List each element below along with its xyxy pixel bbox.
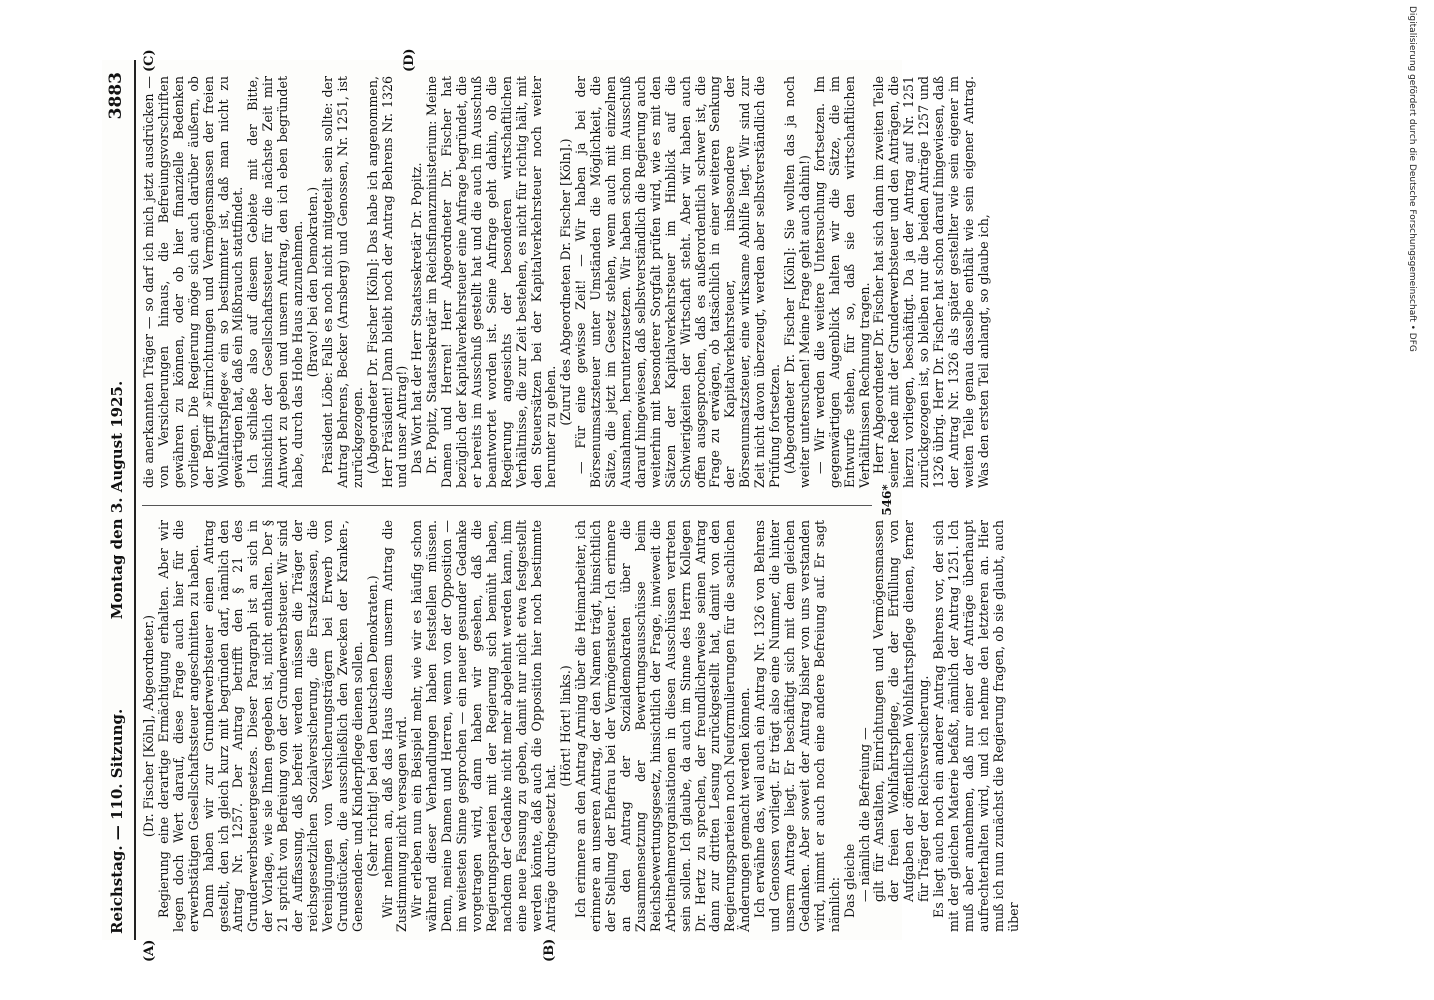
funding-note: Digitalisierung gefördert durch die Deutsche Forschungsgemeinschaft • DFG	[1407, 6, 1417, 352]
paragraph: — Für eine gewisse Zeit! — Wir haben ja bei der Börsenumsatzsteuer unter Umständen die Möglichkeit, die Sätze, die jetzt im Gesetz stehen, wenn auch mit einzelnen Ausnahmen, herunterzusetzen. Wir haben schon im Ausschuß darauf hingewiesen, daß selbstverständlich die Regierung auch weiterhin mit besonderer Sorgfalt prüfen wird, wie es mit den Sätzen der Kapitalverkehrsteuer im Hinblick auf die Schwierigkeiten der Wirtschaft steht. Aber wir haben auch offen ausgesprochen, daß es außerordentlich schwer ist, die Frage zu erwägen, ob tatsächlich in einer weiteren Senkung der Kapitalverkehrsteuer, insbesondere der Börsenumsatzsteuer, eine wirksame Abhilfe liegt. Wir sind zur Zeit nicht davon überzeugt, werden aber selbstverständlich die Prüfung fortsetzen.	[573, 76, 783, 488]
quote-block: gilt für Anstalten, Einrichtungen und Vermögensmassen der freien Wohlfahrtspflege, die der Erfüllung von Aufgaben der öffentlichen Wohlfahrtspflege dienen, ferner für Träger der Reichsversicherung.	[871, 520, 932, 902]
margin-marker-c: (C)	[142, 49, 157, 72]
margin-marker-a: (A)	[142, 939, 157, 962]
interjection: (Bravo! bei den Demokraten.)	[304, 186, 320, 378]
printed-page	[102, 48, 1021, 962]
paragraph: Dann haben wir zur Grunderwerbsteuer einen Antrag gestellt, den ich gleich kurz mit begründen darf, nämlich den Antrag Nr. 1257. Der Antrag betrifft den § 21 des Grunderwerbsteuergesetzes. Dieser Paragraph ist an sich in der Vorlage, wie sie Ihnen gegeben ist, nicht enthalten. Der § 21 spricht von Befreiung von der Grunderwerbsteuer. Wir sind der Auffassung, daß befreit werden müssen die Träger der reichsgesetzlichen Sozialversicherung, die Ersatzkassen, die Vereinigungen von Versicherungsträgern bei Erwerb von Grundstücken, die ausschließlich den Zwecken der Kranken-, Genesenden- und Kinderpflege dienen sollen.	[200, 520, 365, 932]
paragraph: Ich erinnere an den Antrag Arning über die Heimarbeiter, ich erinnere an unseren Antrag, der den Namen trägt, hinsichtlich der Stellung der Ehefrau bei der Vermögensteuer. Ich erinnere an den Antrag der Sozialdemokraten über die Zusammensetzung der Bewertungsausschüsse beim Reichsbewertungsgesetz, hinsichtlich der Frage, inwieweit die Arbeitnehmerorganisationen in diesen Ausschüssen vertreten sein sollen. Ich glaube, da auch im Sinne des Herrn Kollegen Dr. Hertz zu sprechen, der freundlicherweise seinen Antrag dann zur dritten Lesung zurückgestellt hat, damit von den Regierungsparteien noch Neuformulierungen für die sachlichen Änderungen gemacht werden können.	[573, 520, 753, 932]
quote-line: — nämlich die Befreiung —	[856, 727, 872, 902]
paragraph: Herr Abgeordneter Dr. Fischer hat sich dann im zweiten Teile seiner Rede mit der Grunderwerbsteuer und den Anträgen, die hierzu vorliegen, beschäftigt. Da ja der Antrag auf Nr. 1251 zurückgezogen ist, so bleiben nur die beiden Anträge 1257 und 1326 übrig. Herr Dr. Fischer hat schon darauf hingewiesen, daß der Antrag Nr. 1326 als später gestellter wie sein eigener im weiten Teile genau dasselbe enthält wie sein eigener Antrag. Was den ersten Teil anlangt, so glaube ich,	[871, 76, 991, 488]
header-left: Reichstag. — 110. Sitzung.	[108, 708, 126, 934]
speech-paragraph: Dr. Popitz, Staatssekretär im Reichsfinanzministerium: Meine Damen und Herren! Herr Abgeordneter Dr. Fischer hat bezüglich der Kapitalverkehrsteuer eine Anfrage begründet, die er bereits im Ausschuß gestellt hat und die auch im Ausschuß beantwortet worden ist. Seine Anfrage geht dahin, ob die Regierung angesichts der besonderen wirtschaftlichen Verhältnisse, die zur Zeit bestehen, es nicht für richtig hält, mit den Steuersätzen bei der Kapitalverkehrsteuer noch weiter herunter zu gehen.	[424, 76, 559, 488]
left-column	[141, 520, 1021, 932]
interjection: (Zuruf des Abgeordneten Dr. Fischer [Köln].)	[558, 138, 574, 426]
paragraph: Es liegt auch noch ein anderer Antrag Behrens vor, der sich mit der gleichen Materie befaßt, nämlich der Antrag 1251. Ich muß aber annehmen, daß nur einer der Anträge überhaupt aufrechterhalten wird, und ich nehme den letzteren an. Hier muß ich nun zunächst die Regierung fragen, ob sie glaubt, auch über	[931, 520, 1021, 932]
page-number: 3883	[106, 72, 126, 120]
paragraph: Ich schließe also auf diesem Gebiete mit der Bitte, hinsichtlich der Gesellschaftssteuer für die nächste Zeit mir Antwort zu geben und unsern Antrag, den ich eben begründet habe, durch das Hohe Haus anzunehmen.	[245, 76, 306, 488]
column-divider	[142, 505, 872, 506]
funding-sidebar	[1396, 6, 1432, 991]
paragraph: Wir nehmen an, daß das Haus diesem unserm Antrag die Zustimmung nicht versagen wird.	[379, 520, 410, 932]
interjection: (Hört! Hört! links.)	[558, 665, 574, 787]
paragraph: Regierung eine derartige Ermächtigung erhalten. Aber wir legen doch Wert darauf, diese Frage auch hier für die erwerbstätigen Gesellschaftssteuer angeschnitten zu haben.	[155, 520, 201, 932]
paragraph: — Wir werden die weitere Untersuchung fortsetzen. Im gegenwärtigen Augenblick halten wir die Sätze, die im Entwurfe stehen, für so, daß sie den wirtschaftlichen Verhältnissen Rechnung tragen.	[811, 76, 872, 488]
margin-marker-b: (B)	[542, 938, 557, 962]
header-rule	[134, 60, 136, 940]
margin-marker-d: (D)	[402, 48, 417, 72]
president-statement: Präsident Löbe: Falls es noch nicht mitgeteilt sein sollte: der Antrag Behrens, Becker (Arnsberg) und Genossen, Nr. 1251, ist zurückgezogen.	[319, 76, 365, 488]
paragraph: Das Wort hat der Herr Staatssekretär Dr. Popitz.	[409, 162, 425, 474]
interjection: (Abgeordneter Dr. Fischer [Köln]: Das habe ich angenommen, Herr Präsident! Dann bleibt noch der Antrag Behrens Nr. 1326 und unser Antrag!)	[364, 76, 410, 488]
paragraph: Ich erwähne das, weil auch ein Antrag Nr. 1326 von Behrens und Genossen vorliegt. Er trägt also eine Nummer, die hinter unserm Antrage liegt. Er beschäftigt sich mit dem gleichen Gedanken. Aber soweit der Antrag bisher von uns verstanden wird, nimmt er auch noch eine andere Befreiung auf. Er sagt nämlich:	[752, 520, 842, 932]
paragraph: Wir erleben nun ein Beispiel mehr, wie wir es häufig schon während dieser Verhandlungen haben feststellen müssen. Denn, meine Damen und Herren, wenn von der Opposition — im weitesten Sinne gesprochen — ein neuer gesunder Gedanke vorgetragen wird, dann haben wir gesehen, daß die Regierungsparteien mit der Regierung sich bemüht haben, nachdem der Gedanke nicht mehr abgelehnt werden kann, ihm eine neue Fassung zu geben, damit nur nicht etwa festgestellt werden könnte, daß auch die Opposition hier noch bestimmte Anträge durchgesetzt hat.	[409, 520, 559, 932]
page-header	[102, 60, 136, 940]
interjection: (Abgeordneter Dr. Fischer [Köln]: Sie wollten das ja noch weiter untersuchen! Meine Frage geht auch dahin!)	[781, 76, 812, 488]
signature-number: 546*	[880, 484, 894, 516]
quote-line: Das gleiche	[841, 843, 857, 918]
paragraph: die anerkannten Träger — so darf ich mich jetzt ausdrücken — von Versicherungen hinaus, die Befreiungsvorschriften gewähren zu können, oder ob hier finanzielle Bedenken vorliegen. Die Regierung möge sich auch darüber äußern, ob der Begriff »Einrichtungen und Vermögensmassen der freien Wohlfahrtspflege« ein so bestimmter ist, daß man nicht zu gewärtigen hat, daß ein Mißbrauch stattfindet.	[141, 76, 246, 488]
interjection: (Sehr richtig! bei den Deutschen Demokraten.)	[364, 575, 380, 877]
right-column	[141, 76, 991, 488]
header-date: Montag den 3. August 1925.	[108, 380, 126, 620]
speaker-line: (Dr. Fischer [Köln], Abgeordneter.)	[141, 614, 156, 838]
